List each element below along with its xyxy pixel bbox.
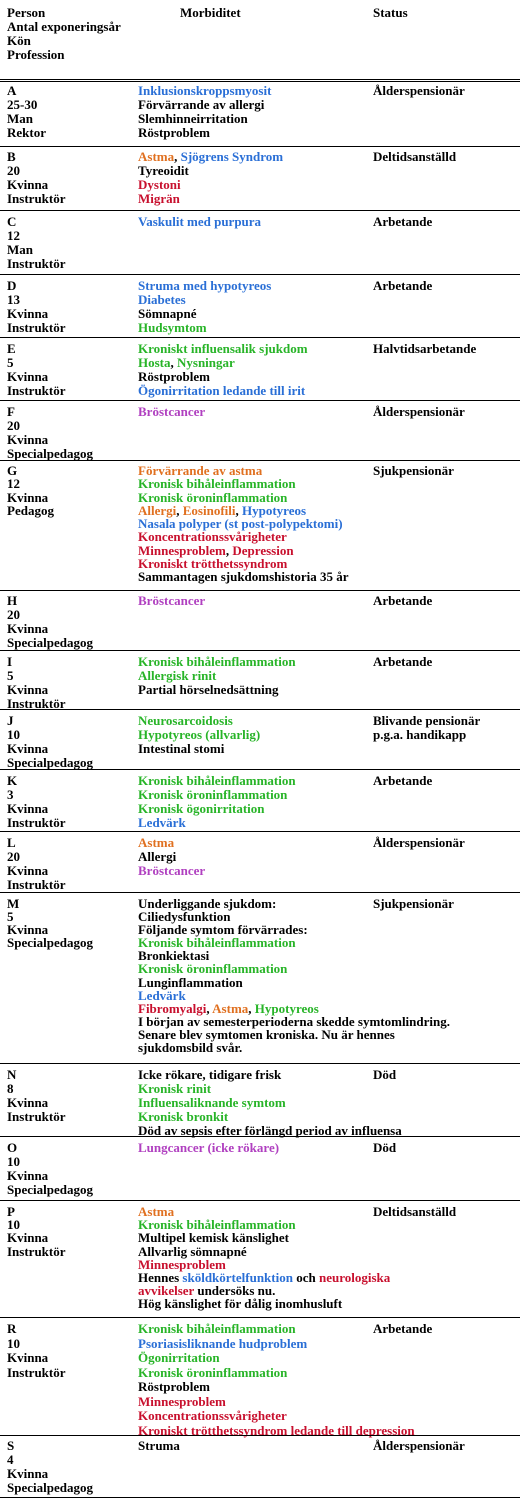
person-attribute: I xyxy=(7,654,13,669)
morbidity-term: Slemhinneirritation xyxy=(138,111,248,126)
status-cell xyxy=(373,1439,518,1453)
morbidity-term: Migrän xyxy=(138,191,180,206)
header-morbidity: Morbiditet xyxy=(180,5,241,20)
person-attribute: 5 xyxy=(7,355,14,370)
morbidity-term: Kronisk bihåleinflammation xyxy=(138,773,296,788)
status-text: Arbetande xyxy=(373,214,433,229)
morbidity-line xyxy=(138,1096,510,1110)
morbidity-term: , xyxy=(235,502,243,518)
morbidity-term: Bröstcancer xyxy=(138,863,206,878)
person-attribute: Kvinna xyxy=(7,306,49,321)
morbidity-term: Hög känslighet för dålig inomhusluft xyxy=(138,1296,343,1312)
morbidity-line xyxy=(138,1409,510,1424)
morbidity-line xyxy=(138,669,510,683)
person-cell xyxy=(7,594,139,650)
status-cell xyxy=(373,342,518,356)
person-attribute: 20 xyxy=(7,849,20,864)
status-text: Sjukpensionär xyxy=(373,463,454,478)
person-attribute: F xyxy=(7,404,15,419)
header-person-line: Person xyxy=(7,5,46,20)
morbidity-term: Astma xyxy=(138,149,175,164)
person-attribute: Instruktör xyxy=(7,1109,66,1124)
person-attribute: Instruktör xyxy=(7,696,66,711)
person-attribute: Kvinna xyxy=(7,1230,49,1246)
morbidity-term: Minnesproblem xyxy=(138,542,226,558)
morbidity-term: Kronisk bihåleinflammation xyxy=(138,654,296,669)
morbidity-line xyxy=(138,802,510,816)
person-attribute: Instruktör xyxy=(7,1243,66,1259)
person-attribute: 25-30 xyxy=(7,97,38,112)
morbidity-term: , xyxy=(174,149,181,164)
morbidity-term: Röstproblem xyxy=(138,125,210,140)
person-attribute: 20 xyxy=(7,418,20,433)
row-separator xyxy=(0,769,520,770)
morbidity-term: Kroniskt influensalik sjukdom xyxy=(138,341,308,356)
morbidity-term: Förvärrande av astma xyxy=(138,463,263,478)
person-attribute: R xyxy=(7,1321,17,1336)
morbidity-term: Röstproblem xyxy=(138,369,210,384)
morbidity-term: Kronisk bihåleinflammation xyxy=(138,1217,296,1233)
morbidity-line xyxy=(138,530,510,543)
row-separator xyxy=(0,1497,520,1498)
person-cell xyxy=(7,1322,139,1380)
morbidity-term: Allvarlig sömnapné xyxy=(138,1243,247,1259)
morbidity-term: Astma xyxy=(138,1204,175,1219)
morbidity-term: Koncentrationssvårigheter xyxy=(138,529,287,545)
person-attribute: H xyxy=(7,593,18,608)
person-attribute: Instruktör xyxy=(7,191,66,206)
status-text: Blivande pensionär xyxy=(373,713,481,728)
morbidity-term: Sammantagen sjukdomshistoria 35 år xyxy=(138,569,349,585)
morbidity-term: Kroniskt trötthetssyndrom ledande till depression xyxy=(138,1422,415,1438)
morbidity-term: Kronisk öroninflammation xyxy=(138,1364,288,1380)
morbidity-line xyxy=(138,570,510,583)
header-status: Status xyxy=(373,5,408,20)
morbidity-term: Allergisk rinit xyxy=(138,668,217,683)
person-cell xyxy=(7,405,139,461)
person-attribute: G xyxy=(7,463,18,478)
morbidity-term: och xyxy=(292,1270,319,1286)
person-attribute: 20 xyxy=(7,163,20,178)
morbidity-term: Nasala polyper (st post-polypektomi) xyxy=(138,516,343,532)
status-cell xyxy=(373,1068,518,1082)
morbidity-term: Intestinal stomi xyxy=(138,741,225,756)
status-cell xyxy=(373,279,518,293)
row-separator xyxy=(0,210,520,211)
person-attribute: Kvinna xyxy=(7,621,49,636)
row-separator xyxy=(0,892,520,893)
person-attribute: J xyxy=(7,713,14,728)
row-separator xyxy=(0,650,520,651)
morbidity-term: Struma med hypotyreos xyxy=(138,278,272,293)
status-text: Halvtidsarbetande xyxy=(373,341,477,356)
morbidity-term: Kronisk ögonirritation xyxy=(138,801,265,816)
person-attribute: 5 xyxy=(7,909,14,925)
person-cell xyxy=(7,84,139,140)
morbidity-term: , xyxy=(176,502,183,518)
row-separator xyxy=(0,146,520,147)
morbidity-term: Bröstcancer xyxy=(138,593,206,608)
morbidity-term: , xyxy=(225,542,233,558)
person-cell xyxy=(7,215,139,271)
person-attribute: Pedagog xyxy=(7,502,54,518)
person-attribute: Instruktör xyxy=(7,320,66,335)
morbidity-line xyxy=(138,1110,510,1124)
morbidity-term: Kronisk bihåleinflammation xyxy=(138,935,296,951)
status-cell xyxy=(373,655,518,669)
status-cell xyxy=(373,774,518,788)
morbidity-term: Kronisk rinit xyxy=(138,1081,212,1096)
status-text: Arbetande xyxy=(373,654,433,669)
status-cell xyxy=(373,464,518,477)
morbidity-term: Fibromyalgi xyxy=(138,1000,207,1016)
person-attribute: O xyxy=(7,1140,18,1155)
header-person xyxy=(7,6,139,62)
status-cell xyxy=(373,405,518,419)
morbidity-term: Ledvärk xyxy=(138,987,186,1003)
row-separator xyxy=(0,274,520,275)
status-text: Deltidsanställd xyxy=(373,149,457,164)
person-cell xyxy=(7,836,139,892)
morbidity-term: Astma xyxy=(138,835,175,850)
morbidity-line xyxy=(138,864,510,878)
morbidity-line xyxy=(138,683,510,697)
person-cell xyxy=(7,464,139,517)
person-cell xyxy=(7,1141,139,1197)
morbidity-line xyxy=(138,517,510,530)
morbidity-term: Kronisk bihåleinflammation xyxy=(138,1321,296,1336)
morbidity-term: Ögonirritation ledande till irit xyxy=(138,383,306,398)
morbidity-line xyxy=(138,192,510,206)
person-attribute: 10 xyxy=(7,1154,20,1169)
person-attribute: Kvinna xyxy=(7,1350,49,1365)
morbidity-term: Koncentrationssvårigheter xyxy=(138,1408,287,1423)
person-attribute: Specialpedagog xyxy=(7,635,93,650)
person-attribute: Instruktör xyxy=(7,383,66,398)
morbidity-line xyxy=(138,1351,510,1366)
morbidity-line xyxy=(138,384,510,398)
person-attribute: Kvinna xyxy=(7,489,49,505)
morbidity-term: Sömnapné xyxy=(138,306,197,321)
status-cell xyxy=(373,1205,518,1218)
morbidity-line xyxy=(138,164,510,178)
morbidity-term: Hypotyreos xyxy=(242,502,307,518)
status-cell xyxy=(373,150,518,164)
morbidity-line xyxy=(138,1337,510,1352)
person-attribute: K xyxy=(7,773,18,788)
row-separator xyxy=(0,1136,520,1137)
status-text: p.g.a. handikapp xyxy=(373,727,467,742)
morbidity-line xyxy=(138,850,510,864)
morbidity-term: Vaskulit med purpura xyxy=(138,214,262,229)
person-attribute: Kvinna xyxy=(7,801,49,816)
person-attribute: 5 xyxy=(7,668,14,683)
person-attribute: Rektor xyxy=(7,125,46,140)
morbidity-line xyxy=(138,816,510,830)
morbidity-line xyxy=(138,742,510,756)
person-attribute: M xyxy=(7,896,20,911)
person-attribute: Specialpedagog xyxy=(7,935,93,951)
header-years-line: Antal exponeringsår xyxy=(7,19,121,34)
status-cell xyxy=(373,897,518,910)
person-cell xyxy=(7,342,139,398)
person-attribute: L xyxy=(7,835,16,850)
morbidity-term: Kroniskt trötthetssyndrom xyxy=(138,556,288,572)
morbidity-term: Förvärrande av allergi xyxy=(138,97,265,112)
person-cell xyxy=(7,655,139,711)
morbidity-line xyxy=(138,356,510,370)
row-separator xyxy=(0,1435,520,1436)
header-gender-line: Kön xyxy=(7,33,31,48)
status-text: Ålderspensionär xyxy=(373,835,465,850)
morbidity-term: Icke rökare, tidigare frisk xyxy=(138,1067,282,1082)
person-attribute: Instruktör xyxy=(7,256,66,271)
morbidity-term: Minnesproblem xyxy=(138,1393,226,1409)
status-text: Död xyxy=(373,1067,397,1082)
status-cell xyxy=(373,1322,518,1337)
morbidity-term: Psoriasisliknande hudproblem xyxy=(138,1335,308,1351)
morbidity-term: Bröstcancer xyxy=(138,404,206,419)
row-separator xyxy=(0,831,520,832)
person-cell xyxy=(7,897,139,949)
person-attribute: Kvinna xyxy=(7,1466,49,1481)
morbidity-line xyxy=(138,321,510,335)
person-cell xyxy=(7,1439,139,1495)
morbidity-term: Hosta xyxy=(138,355,171,370)
morbidity-term: Dystoni xyxy=(138,177,181,192)
morbidity-line xyxy=(138,1366,510,1381)
morbidity-term: Kronisk bihåleinflammation xyxy=(138,476,296,492)
row-separator xyxy=(0,590,520,591)
morbidity-term: Partial hörselnedsättning xyxy=(138,682,279,697)
person-cell xyxy=(7,714,139,770)
status-cell xyxy=(373,1141,518,1155)
morbidity-term: Lunginflammation xyxy=(138,974,243,990)
morbidity-term: Död av sepsis efter förlängd period av influensa xyxy=(138,1123,402,1138)
person-attribute: B xyxy=(7,149,16,164)
morbidity-term: undersöks nu. xyxy=(194,1283,276,1299)
person-attribute: Specialpedagog xyxy=(7,755,93,770)
status-text: Ålderspensionär xyxy=(373,83,465,98)
person-attribute: Specialpedagog xyxy=(7,1182,93,1197)
person-attribute: Kvinna xyxy=(7,682,49,697)
morbidity-term: Ciliedysfunktion xyxy=(138,909,231,925)
morbidity-line xyxy=(138,1380,510,1395)
morbidity-term: Neurosarcoidosis xyxy=(138,713,233,728)
morbidity-line xyxy=(138,544,510,557)
morbidity-line xyxy=(138,491,510,504)
status-cell xyxy=(373,594,518,608)
person-attribute: Kvinna xyxy=(7,741,49,756)
morbidity-term: sjukdomsbild svår. xyxy=(138,1040,243,1056)
person-attribute: Instruktör xyxy=(7,1364,66,1380)
person-attribute: Instruktör xyxy=(7,815,66,830)
morbidity-line xyxy=(138,477,510,490)
morbidity-term: Senare blev symtomen kroniska. Nu är hennes xyxy=(138,1026,395,1042)
person-cell xyxy=(7,279,139,335)
morbidity-line xyxy=(138,307,510,321)
morbidity-term: Röstproblem xyxy=(138,1379,210,1394)
person-attribute: A xyxy=(7,83,17,98)
morbidity-term: Kronisk bronkit xyxy=(138,1109,229,1124)
person-attribute: D xyxy=(7,278,17,293)
row-separator xyxy=(0,1063,520,1064)
status-text: Deltidsanställd xyxy=(373,1204,457,1219)
person-attribute: Kvinna xyxy=(7,1095,49,1110)
morbidity-term: Hypotyreos xyxy=(254,1000,319,1016)
person-attribute: Specialpedagog xyxy=(7,1480,93,1495)
person-attribute: P xyxy=(7,1204,15,1219)
morbidity-cell xyxy=(138,1322,510,1438)
morbidity-line xyxy=(138,178,510,192)
person-attribute: 13 xyxy=(7,292,20,307)
morbidity-term: Influensaliknande symtom xyxy=(138,1095,286,1110)
person-attribute: 8 xyxy=(7,1081,14,1096)
morbidity-term: Depression xyxy=(232,542,294,558)
morbidity-line xyxy=(138,1041,510,1054)
status-text: Sjukpensionär xyxy=(373,896,454,911)
person-attribute: 3 xyxy=(7,787,14,802)
person-cell xyxy=(7,1068,139,1124)
morbidity-line xyxy=(138,788,510,802)
morbidity-term: Struma xyxy=(138,1438,180,1453)
morbidity-line xyxy=(138,504,510,517)
person-attribute: Specialpedagog xyxy=(7,446,93,461)
person-attribute: C xyxy=(7,214,17,229)
morbidity-line xyxy=(138,1082,510,1096)
morbidity-line xyxy=(138,976,510,989)
morbidity-term: neurologiska xyxy=(318,1270,391,1286)
morbidity-cell xyxy=(138,897,510,1054)
person-attribute: 10 xyxy=(7,1335,20,1351)
person-attribute: Man xyxy=(7,242,33,257)
morbidity-term: Ögonirritation xyxy=(138,1350,220,1365)
morbidity-term: Inklusionskroppsmyosit xyxy=(138,83,272,98)
morbidity-term: avvikelser xyxy=(138,1283,195,1299)
morbidity-term: Hypotyreos (allvarlig) xyxy=(138,727,261,742)
person-cell xyxy=(7,1205,139,1258)
morbidity-term: Följande symtom förvärrades: xyxy=(138,922,308,938)
morbidity-term: Eosinofili xyxy=(182,502,236,518)
morbidity-term: Diabetes xyxy=(138,292,186,307)
morbidity-cell xyxy=(138,1205,510,1311)
status-cell xyxy=(373,836,518,850)
row-separator xyxy=(0,460,520,461)
status-text: Död xyxy=(373,1140,397,1155)
person-attribute: Man xyxy=(7,111,33,126)
morbidity-line xyxy=(138,112,510,126)
person-attribute: Kvinna xyxy=(7,922,49,938)
person-attribute: 10 xyxy=(7,1217,20,1233)
row-separator xyxy=(0,400,520,401)
morbidity-term: Kronisk öroninflammation xyxy=(138,961,288,977)
morbidity-term: sköldkörtelfunktion xyxy=(182,1270,293,1286)
status-text: Arbetande xyxy=(373,1321,433,1336)
morbidity-term: Hennes xyxy=(138,1270,183,1286)
morbidity-term: Tyreoidit xyxy=(138,163,189,178)
status-text: Arbetande xyxy=(373,593,433,608)
morbidity-term: Underliggande sjukdom: xyxy=(138,896,277,911)
morbidity-term: Astma xyxy=(212,1000,249,1016)
person-attribute: Kvinna xyxy=(7,177,49,192)
row-separator xyxy=(0,79,520,82)
status-cell xyxy=(373,215,518,229)
morbidity-term: , xyxy=(206,1000,213,1016)
morbidity-term: Nysningar xyxy=(177,355,235,370)
person-attribute: Kvinna xyxy=(7,432,49,447)
status-text: Ålderspensionär xyxy=(373,1438,465,1453)
status-cell xyxy=(373,714,518,742)
person-attribute: 12 xyxy=(7,476,20,492)
morbidity-line xyxy=(138,1297,510,1310)
morbidity-term: Kronisk öroninflammation xyxy=(138,787,288,802)
morbidity-term: Multipel kemisk känslighet xyxy=(138,1230,289,1246)
person-attribute: S xyxy=(7,1438,15,1453)
morbidity-line xyxy=(138,370,510,384)
person-attribute: Kvinna xyxy=(7,369,49,384)
morbidity-term: Minnesproblem xyxy=(138,1256,226,1272)
person-cell xyxy=(7,150,139,206)
row-separator xyxy=(0,709,520,710)
person-attribute: 20 xyxy=(7,607,20,622)
person-attribute: 10 xyxy=(7,727,20,742)
row-separator xyxy=(0,1317,520,1318)
morbidity-line xyxy=(138,293,510,307)
morbidity-line xyxy=(138,557,510,570)
morbidity-term: Allergi xyxy=(138,849,177,864)
morbidity-line xyxy=(138,98,510,112)
morbidity-term: Lungcancer (icke rökare) xyxy=(138,1140,280,1155)
person-attribute: 4 xyxy=(7,1452,14,1467)
morbidity-term: I början av semesterperioderna skedde symtomlindring. xyxy=(138,1013,450,1029)
person-attribute: E xyxy=(7,341,16,356)
morbidity-line xyxy=(138,1395,510,1410)
person-attribute: N xyxy=(7,1067,17,1082)
person-attribute: 12 xyxy=(7,228,20,243)
person-cell xyxy=(7,774,139,830)
morbidity-term: Hudsymtom xyxy=(138,320,207,335)
status-text: Arbetande xyxy=(373,278,433,293)
morbidity-term: Allergi xyxy=(138,502,177,518)
status-cell xyxy=(373,84,518,98)
status-text: Ålderspensionär xyxy=(373,404,465,419)
row-separator xyxy=(0,337,520,338)
person-attribute: Kvinna xyxy=(7,863,49,878)
morbidity-term: Ledvärk xyxy=(138,815,186,830)
morbidity-term: , xyxy=(248,1000,255,1016)
morbidity-cell xyxy=(138,464,510,584)
morbidity-term: Sjögrens Syndrom xyxy=(180,149,284,164)
morbidity-term: , xyxy=(170,355,177,370)
person-attribute: Instruktör xyxy=(7,877,66,892)
table-header xyxy=(0,6,520,74)
morbidity-term: Kronisk öroninflammation xyxy=(138,489,288,505)
morbidity-line xyxy=(138,126,510,140)
person-attribute: Kvinna xyxy=(7,1168,49,1183)
morbidity-term: Bronkiektasi xyxy=(138,948,210,964)
status-text: Arbetande xyxy=(373,773,433,788)
row-separator xyxy=(0,1200,520,1201)
header-profession-line: Profession xyxy=(7,47,65,62)
